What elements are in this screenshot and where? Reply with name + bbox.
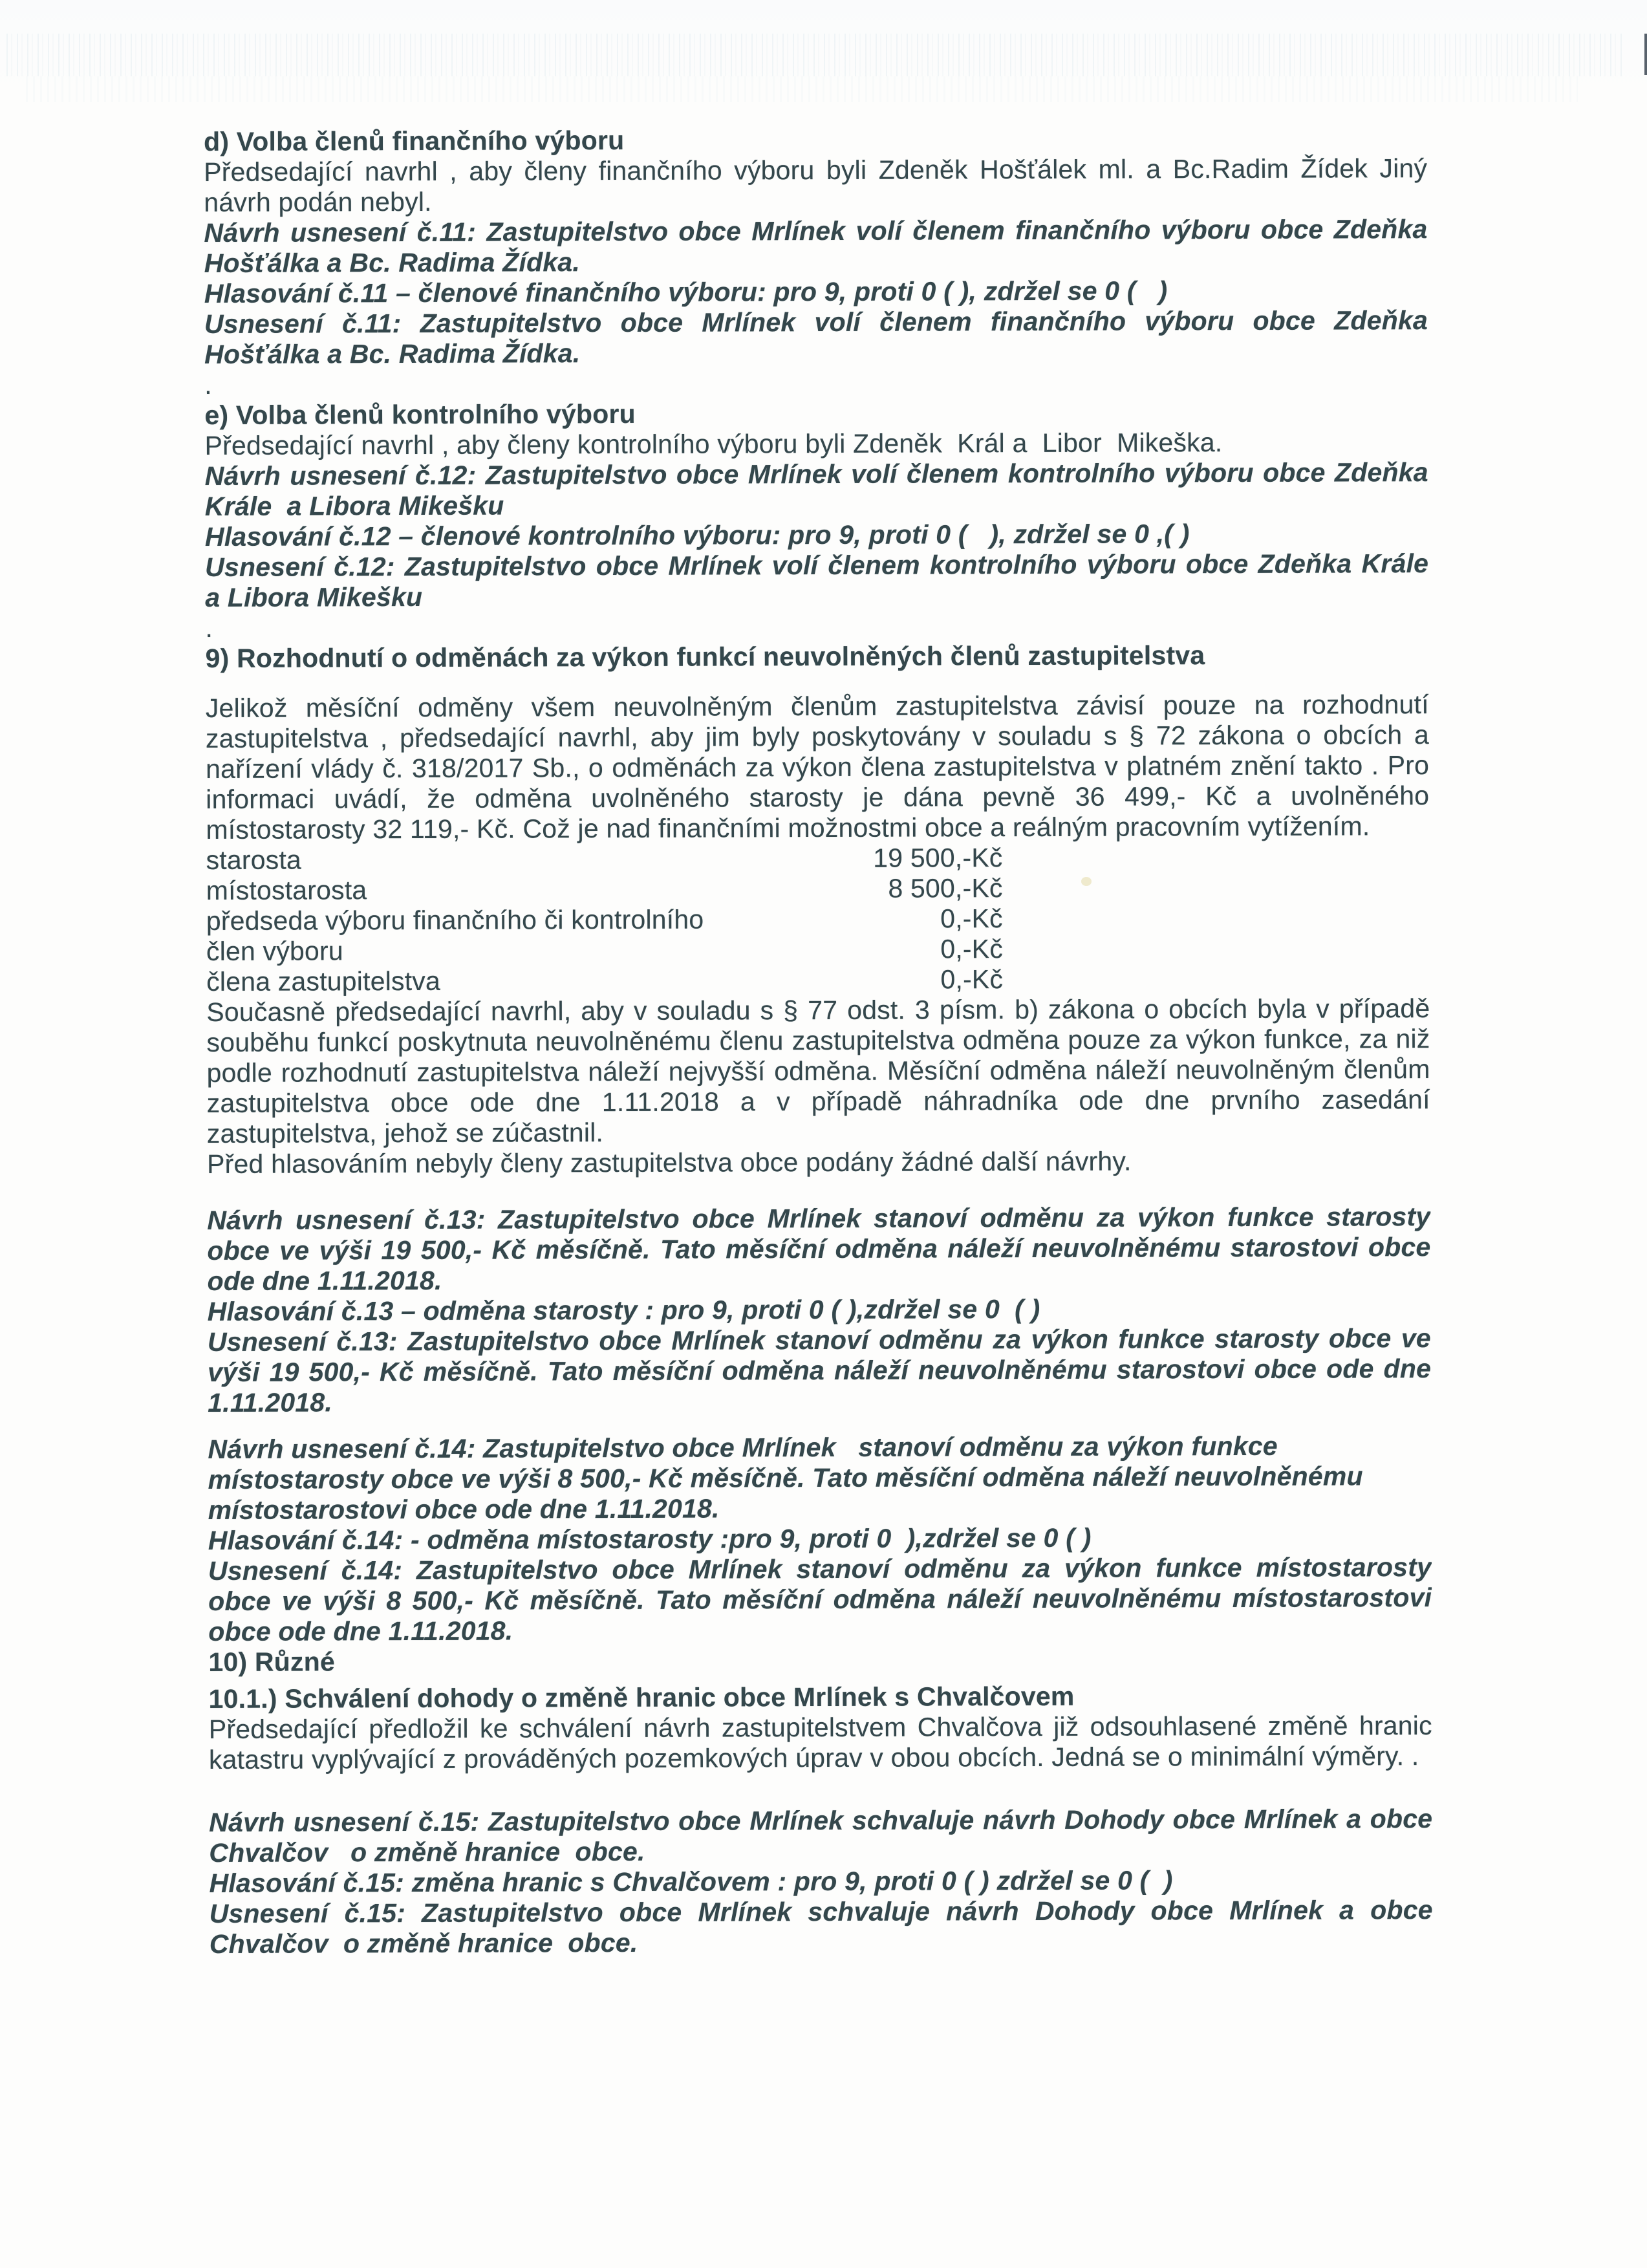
text-line: Hošťálka a Bc. Radima Žídka. xyxy=(204,338,581,369)
text-line: nařízení vlády č. 318/2017 Sb., o odměnách za výkon člena zastupitelstva v platném znění takto . Pro xyxy=(206,750,1430,784)
text-line: ode dne 1.11.2018. xyxy=(207,1265,442,1296)
paragraph xyxy=(204,427,1428,461)
text-line: místostarostovi obce ode dne 1.11.2018. xyxy=(208,1493,720,1525)
resolution-paragraph xyxy=(210,1895,1433,1960)
text-line: Předsedající navrhl , aby členy kontrolního výboru byli Zdeněk Král a Libor Mikeška. xyxy=(204,427,1223,460)
text-line: návrh podán nebyl. xyxy=(204,186,432,217)
text-line: místostarosty 32 119,- Kč. Což je nad finančními možnostmi obce a reálným pracovním vytížením. xyxy=(206,811,1370,845)
resolution-paragraph xyxy=(208,1552,1432,1647)
stray-dot: . xyxy=(204,369,212,400)
text-line: informaci uvádí, že odměna uvolněného starosty je dána pevně 36 499,- Kč a uvolněného xyxy=(206,781,1430,814)
position-label: člena zastupitelstva xyxy=(206,966,441,997)
amount-value: 0,-Kč xyxy=(940,903,1003,934)
resolution-paragraph xyxy=(208,1293,1431,1327)
text-line: Usnesení č.13: Zastupitelstvo obce Mrlínek stanoví odměnu za výkon funkce starosty obce ve xyxy=(207,1323,1431,1357)
resolution-paragraph xyxy=(207,1202,1430,1297)
paragraph xyxy=(207,1145,1430,1180)
text-line: Předsedající předložil ke schválení návrh zastupitelstvem Chvalčova již odsouhlasené změně hranic xyxy=(208,1711,1432,1744)
scanner-noise-band xyxy=(26,76,1578,102)
text-line: obce ode dne 1.11.2018. xyxy=(208,1615,513,1647)
paragraph xyxy=(206,689,1430,845)
resolution-paragraph xyxy=(209,1804,1432,1868)
text-line: Krále a Libora Mikešku xyxy=(204,490,504,521)
text-line: katastru vyplývající z prováděných pozemkových úprav v obou obcích. Jedná se o minimální výměry. . xyxy=(208,1741,1419,1775)
text-line: Usnesení č.12: Zastupitelstvo obce Mrlínek volí členem kontrolního výboru obce Zdeňka Krále xyxy=(205,548,1429,582)
section-heading: 10) Různé xyxy=(208,1647,335,1677)
text-line: Před hlasováním nebyly členy zastupitelstva obce podány žádné další návrhy. xyxy=(206,1146,1132,1179)
resolution-paragraph xyxy=(208,1431,1431,1526)
text-line: Hlasování č.15: změna hranic s Chvalčovem : pro 9, proti 0 ( ) zdržel se 0 ( ) xyxy=(209,1865,1173,1898)
text-line: obce ve výši 8 500,- Kč měsíčně. Tato měsíční odměna náleží neuvolněnému místostarostovi xyxy=(208,1582,1432,1616)
text-line: Hlasování č.13 – odměna starosty : pro 9, proti 0 ( ),zdržel se 0 ( ) xyxy=(207,1293,1040,1326)
text-line: Návrh usnesení č.15: Zastupitelstvo obce Mrlínek schvaluje návrh Dohody obce Mrlínek a obce xyxy=(209,1804,1433,1837)
resolution-paragraph xyxy=(208,1522,1432,1556)
text-line: Návrh usnesení č.14: Zastupitelstvo obce Mrlínek stanoví odměnu za výkon funkce xyxy=(208,1431,1278,1464)
paragraph xyxy=(206,993,1430,1149)
table-row xyxy=(206,903,1003,936)
section-heading: 10.1.) Schválení dohody o změně hranic obce Mrlínek s Chvalčovem xyxy=(208,1681,1075,1714)
text-line: Chvalčov o změně hranice obce. xyxy=(209,1927,638,1959)
paragraph xyxy=(204,153,1427,218)
text-line: Hlasování č.12 – členové kontrolního výboru: pro 9, proti 0 ( ), zdržel se 0 ,( ) xyxy=(204,519,1190,552)
text-line: Usnesení č.11: Zastupitelstvo obce Mrlínek volí členem finančního výboru obce Zdeňka xyxy=(204,305,1428,339)
section-heading: e) Volba členů kontrolního výboru xyxy=(204,398,636,430)
stray-dot: . xyxy=(205,612,213,643)
scanner-edge-artifact xyxy=(1644,34,1647,75)
text-line: výši 19 500,- Kč měsíčně. Tato měsíční odměna náleží neuvolněnému starostovi obce ode dne xyxy=(207,1354,1432,1387)
text-line: Chvalčov o změně hranice obce. xyxy=(209,1836,645,1868)
text-line: Usnesení č.15: Zastupitelstvo obce Mrlínek schvaluje návrh Dohody obce Mrlínek a obce xyxy=(209,1895,1433,1928)
text-line: Současně předsedající navrhl, aby v souladu s § 77 odst. 3 písm. b) zákona o obcích byla v případě xyxy=(206,993,1430,1027)
scanner-noise-band xyxy=(6,34,1623,76)
text-line: zastupitelstva, jehož se zúčastnil. xyxy=(206,1118,604,1149)
document-content xyxy=(204,123,1433,1960)
text-line: Usnesení č.14: Zastupitelstvo obce Mrlínek stanoví odměnu za výkon funkce místostarosty xyxy=(208,1552,1432,1586)
resolution-paragraph xyxy=(204,275,1428,309)
paragraph xyxy=(209,1711,1432,1775)
resolution-paragraph xyxy=(204,214,1427,279)
table-row xyxy=(206,964,1003,997)
table-row xyxy=(206,873,1003,906)
text-line: Předsedající navrhl , aby členy finančního výboru byli Zdeněk Hošťálek ml. a Bc.Radim Žídek Jiný xyxy=(204,153,1428,187)
amount-value: 0,-Kč xyxy=(940,934,1004,964)
text-line: Návrh usnesení č.12: Zastupitelstvo obce Mrlínek volí členem kontrolního výboru obce Zdeňka xyxy=(204,457,1428,491)
section-heading: d) Volba členů finančního výboru xyxy=(204,125,625,157)
resolution-paragraph xyxy=(205,457,1428,522)
amount-value: 8 500,-Kč xyxy=(888,873,1003,903)
position-label: místostarosta xyxy=(206,875,367,905)
vertical-gap xyxy=(209,1771,1432,1808)
position-label: člen výboru xyxy=(206,936,343,966)
text-line: a Libora Mikešku xyxy=(205,581,423,612)
amount-value: 19 500,-Kč xyxy=(873,843,1003,873)
text-line: Hlasování č.14: - odměna místostarosty :pro 9, proti 0 ),zdržel se 0 ( ) xyxy=(208,1522,1092,1555)
text-line: zastupitelstva obce ode dne 1.11.2018 a v případě náhradníka ode dne prvního zasedání xyxy=(206,1085,1430,1118)
text-line: Návrh usnesení č.11: Zastupitelstvo obce Mrlínek volí členem finančního výboru obce Zdeňka xyxy=(204,214,1428,248)
resolution-paragraph xyxy=(208,1323,1431,1418)
resolution-paragraph xyxy=(204,305,1428,370)
vertical-gap xyxy=(207,1176,1430,1205)
table-row xyxy=(206,934,1003,967)
text-line: Hlasování č.11 – členové finančního výboru: pro 9, proti 0 ( ), zdržel se 0 ( ) xyxy=(204,275,1168,308)
section-heading: 9) Rozhodnutí o odměnách za výkon funkcí neuvolněných členů zastupitelstva xyxy=(205,640,1205,673)
text-line: 1.11.2018. xyxy=(208,1387,333,1418)
resolution-paragraph xyxy=(205,518,1428,552)
text-line: obce ve výši 19 500,- Kč měsíčně. Tato měsíční odměna náleží neuvolněnému starostovi obce xyxy=(207,1232,1431,1266)
text-line: souběhu funkcí poskytnuta neuvolněnému členu zastupitelstva odměna pouze za výkon funkce, za niž xyxy=(206,1024,1430,1057)
remuneration-table xyxy=(206,841,1430,997)
text-line: Návrh usnesení č.13: Zastupitelstvo obce Mrlínek stanoví odměnu za výkon funkce starosty xyxy=(207,1202,1431,1235)
text-line: podle rozhodnutí zastupitelstva náleží nejvyšší odměna. Měsíční odměna náleží neuvolněným členům xyxy=(206,1054,1430,1088)
amount-value: 0,-Kč xyxy=(940,964,1004,995)
text-line: zastupitelstva , předsedající navrhl, aby jim byly poskytovány v souladu s § 72 zákona o obcích a xyxy=(205,720,1430,753)
position-label: předseda výboru finančního či kontrolního xyxy=(206,904,704,936)
table-row xyxy=(206,843,1002,876)
text-line: Hošťálka a Bc. Radima Žídka. xyxy=(204,247,580,278)
resolution-paragraph xyxy=(209,1864,1432,1899)
resolution-paragraph xyxy=(205,548,1428,613)
position-label: starosta xyxy=(206,845,302,875)
text-line: místostarosty obce ve výši 8 500,- Kč měsíčně. Tato měsíční odměna náleží neuvolněnému xyxy=(208,1461,1363,1495)
text-line: Jelikož měsíční odměny všem neuvolněným členům zastupitelstva závisí pouze na rozhodnutí xyxy=(205,689,1429,723)
